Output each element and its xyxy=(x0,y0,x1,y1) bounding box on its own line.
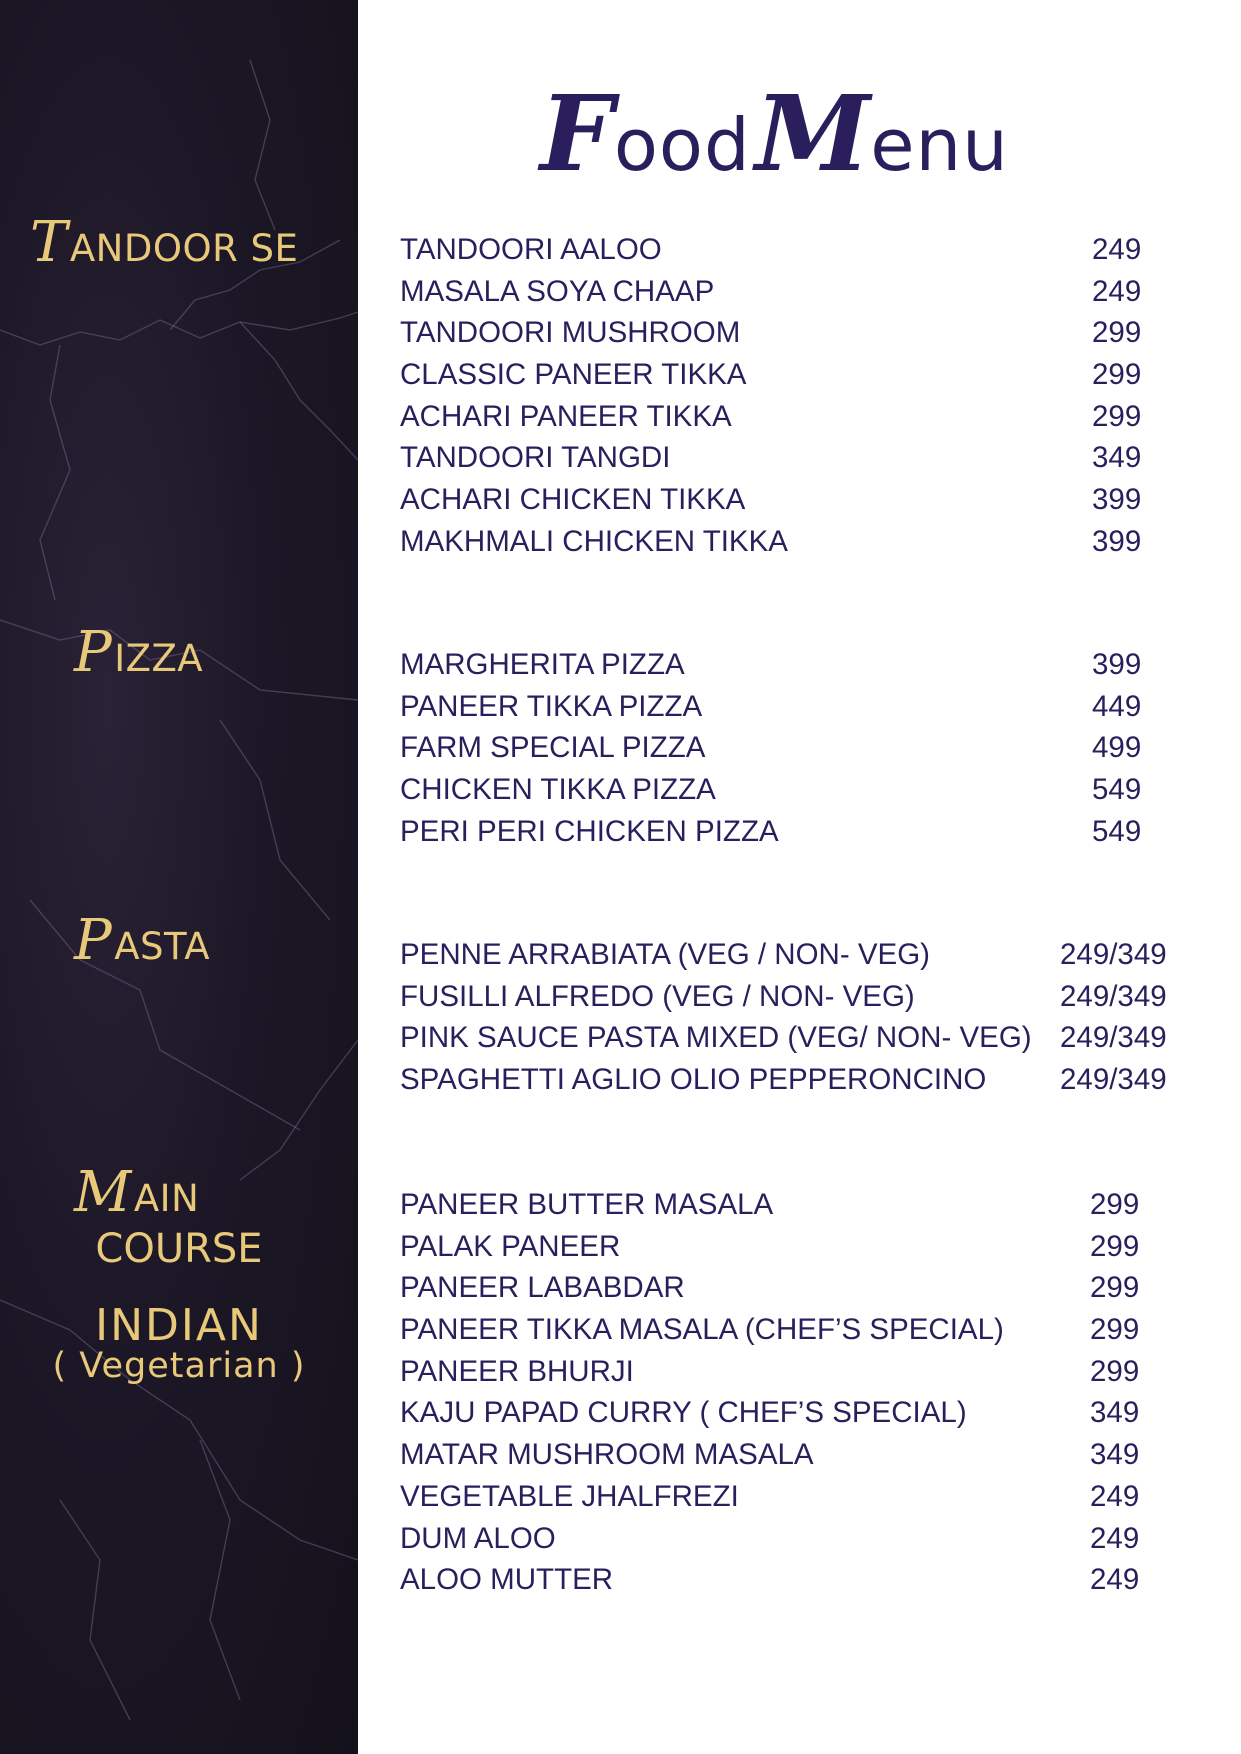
page-title xyxy=(540,72,1009,195)
menu-item-price: 299 xyxy=(1090,1188,1140,1221)
category-indian-label: INDIAN xyxy=(95,1300,263,1351)
menu-item-price: 299 xyxy=(1090,1354,1140,1388)
menu-item-price: 299 xyxy=(1090,1313,1140,1347)
menu-item-price: 299 xyxy=(1092,399,1142,433)
menu-item-name: SPAGHETTI AGLIO OLIO PEPPERONCINO xyxy=(400,1063,987,1097)
category-pasta xyxy=(74,908,210,973)
menu-item-price: 249/349 xyxy=(1060,979,1167,1013)
title-initial-m: M xyxy=(755,72,871,195)
menu-item-name: PENNE ARRABIATA (VEG / NON- VEG) xyxy=(400,938,931,971)
menu-item-price: 449 xyxy=(1092,689,1142,723)
menu-item-price: 549 xyxy=(1092,814,1142,848)
category-pizza xyxy=(74,620,203,685)
menu-item-name: MAKHMALI CHICKEN TIKKA xyxy=(400,524,788,558)
menu-item-name: PANEER TIKKA PIZZA xyxy=(400,689,703,723)
menu-item-name: PANEER TIKKA MASALA (CHEF’S SPECIAL) xyxy=(400,1313,1004,1347)
menu-item-price: 299 xyxy=(1090,1271,1140,1305)
menu-item-price: 249/349 xyxy=(1060,1063,1167,1097)
menu-item-name: CLASSIC PANEER TIKKA xyxy=(400,358,747,392)
menu-item-price: 399 xyxy=(1092,483,1142,517)
category-initial: P xyxy=(74,620,113,685)
menu-item-price: 299 xyxy=(1092,316,1142,350)
menu-item-price: 249 xyxy=(1090,1521,1140,1555)
menu-item-name: PANEER BUTTER MASALA xyxy=(400,1188,774,1221)
menu-item-name: MASALA SOYA CHAAP xyxy=(400,274,715,308)
menu-item-price: 399 xyxy=(1092,648,1142,681)
menu-item-price: 249 xyxy=(1092,233,1142,266)
category-label: AIN xyxy=(133,1177,200,1220)
menu-item-price: 349 xyxy=(1092,441,1142,475)
sidebar-marble-panel xyxy=(0,0,358,1754)
menu-item-name: MARGHERITA PIZZA xyxy=(400,648,685,681)
category-vegetarian-label: ( Vegetarian ) xyxy=(52,1346,306,1386)
menu-item-name: PANEER LABABDAR xyxy=(400,1271,685,1305)
menu-item-name: KAJU PAPAD CURRY ( CHEF’S SPECIAL) xyxy=(400,1396,967,1430)
menu-item-name: ALOO MUTTER xyxy=(400,1563,614,1597)
menu-item-price: 249/349 xyxy=(1060,1021,1167,1055)
menu-item-price: 299 xyxy=(1092,358,1142,392)
menu-item-price: 349 xyxy=(1090,1396,1140,1430)
menu-item-name: MATAR MUSHROOM MASALA xyxy=(400,1438,814,1472)
menu-item-name: PERI PERI CHICKEN PIZZA xyxy=(400,814,779,848)
menu-item-name: ACHARI CHICKEN TIKKA xyxy=(400,483,746,517)
menu-item-price: 249 xyxy=(1090,1479,1140,1513)
menu-item-name: TANDOORI TANGDI xyxy=(400,441,671,475)
category-initial: T xyxy=(30,210,68,275)
menu-item-name: FUSILLI ALFREDO (VEG / NON- VEG) xyxy=(400,979,915,1013)
title-initial-f: F xyxy=(540,72,614,195)
menu-item-name: TANDOORI MUSHROOM xyxy=(400,316,741,350)
menu-item-price: 249 xyxy=(1090,1563,1140,1597)
category-label: ASTA xyxy=(114,925,211,968)
category-initial: M xyxy=(74,1160,132,1225)
category-label: IZZA xyxy=(114,637,204,680)
menu-item-price: 249/349 xyxy=(1060,938,1167,971)
menu-item-name: PINK SAUCE PASTA MIXED (VEG/ NON- VEG) xyxy=(400,1021,1032,1055)
menu-item-name: FARM SPECIAL PIZZA xyxy=(400,731,706,765)
menu-item-price: 399 xyxy=(1092,524,1142,558)
menu-item-price: 349 xyxy=(1090,1438,1140,1472)
category-initial: P xyxy=(74,908,113,973)
menu-item-name: PALAK PANEER xyxy=(400,1229,621,1263)
menu-item-name: CHICKEN TIKKA PIZZA xyxy=(400,773,716,807)
menu-item-name: TANDOORI AALOO xyxy=(400,233,662,266)
title-word-enu: enu xyxy=(870,103,1009,187)
title-word-ood: ood xyxy=(613,103,751,187)
menu-item-name: PANEER BHURJI xyxy=(400,1354,634,1388)
menu-item-price: 249 xyxy=(1092,274,1142,308)
menu-item-price: 499 xyxy=(1092,731,1142,765)
menu-item-name: ACHARI PANEER TIKKA xyxy=(400,399,732,433)
category-label: ANDOOR SE xyxy=(69,227,299,270)
category-tandoor-se xyxy=(30,210,298,275)
menu-item-name: DUM ALOO xyxy=(400,1521,556,1555)
category-main-course xyxy=(74,1160,199,1225)
menu-item-price: 299 xyxy=(1090,1229,1140,1263)
menu-item-name: VEGETABLE JHALFREZI xyxy=(400,1479,739,1513)
category-main-course-line2: COURSE xyxy=(95,1226,263,1272)
menu-item-price: 549 xyxy=(1092,773,1142,807)
